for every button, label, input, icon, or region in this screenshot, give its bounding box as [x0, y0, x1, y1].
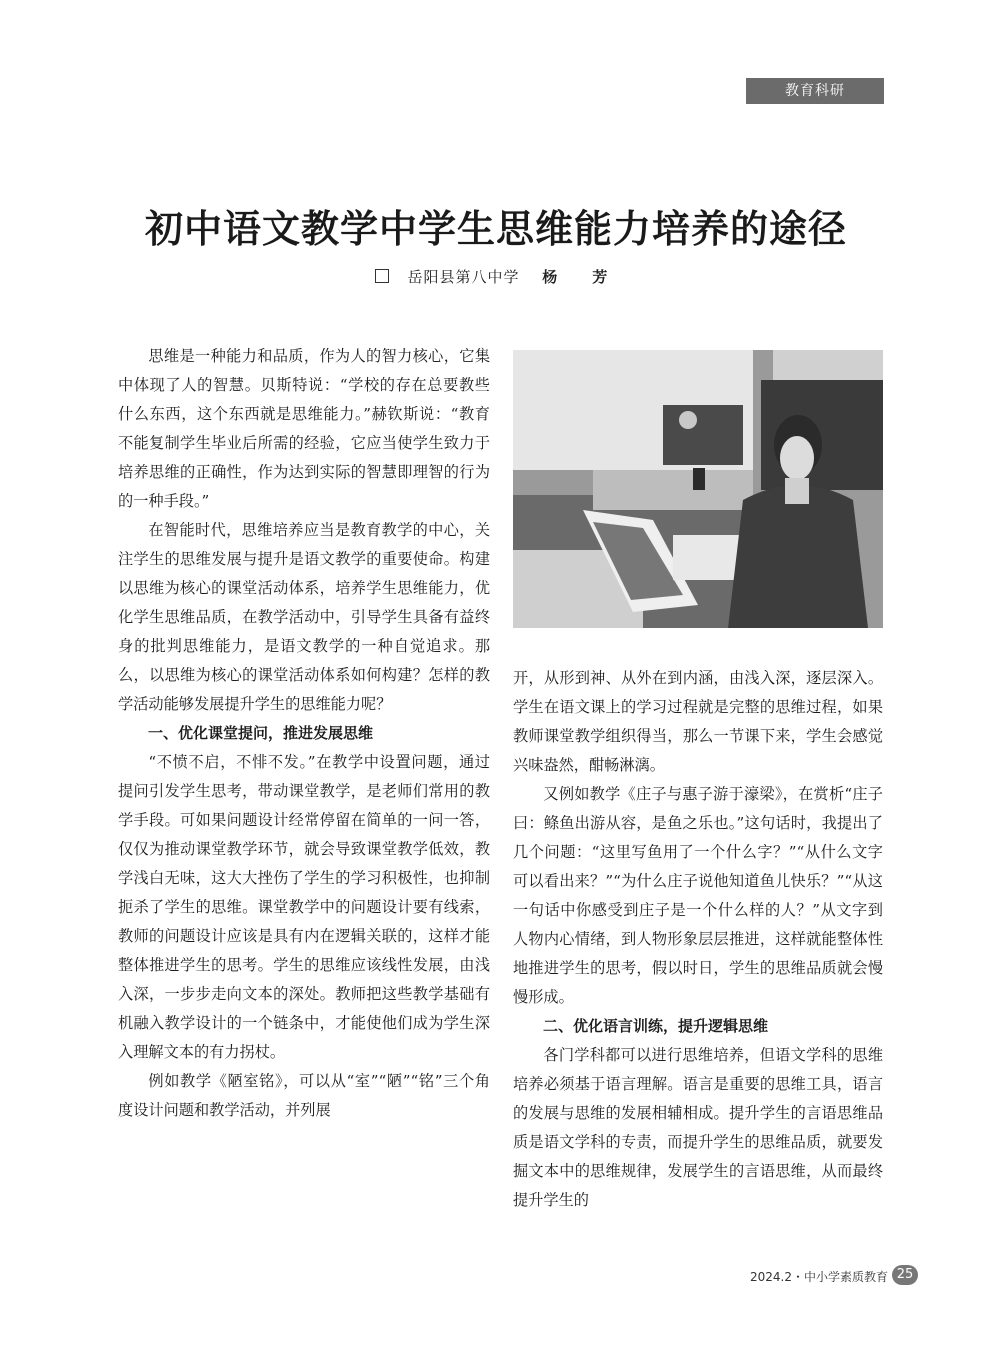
paragraph: 在智能时代，思维培养应当是教育教学的中心，关注学生的思维发展与提升是语文教学的重要使命。构建以思维为核心的课堂活动体系，培养学生思维能力，优化学生思维品质，在教学活动中，引导学生具备有益终身的批判思维能力，是语文教学的一种自觉追求。那么，以思维为核心的课堂活动体系如何构建？怎样的教学活动能够发展提升学生的思维能力呢？ [118, 521, 490, 713]
section-heading: 一、优化课堂提问，推进发展思维 [148, 724, 374, 742]
page-footer [700, 1266, 920, 1286]
article-title: 初中语文教学中学生思维能力培养的途径 [144, 207, 847, 251]
paragraph: 各门学科都可以进行思维培养，但语文学科的思维培养必须基于语言理解。语言是重要的思维工具，语言的发展与思维的发展相辅相成。提升学生的言语思维品质是语文学科的专责，而提升学生的思维品质，就要发掘文本中的思维规律，发展学生的言语思维，从而最终提升学生的 [513, 1046, 883, 1209]
paragraph: 开，从形到神、从外在到内涵，由浅入深，逐层深入。学生在语文课上的学习过程就是完整的思维过程，如果教师课堂教学组织得当，那么一节课下来，学生会感觉兴味盎然，酣畅淋漓。 [513, 669, 883, 774]
right-column [513, 664, 883, 1215]
paragraph: 例如教学《陋室铭》，可以从“室”“陋”“铭”三个角度设计问题和教学活动，并列展 [118, 1072, 490, 1119]
section-heading: 二、优化语言训练，提升逻辑思维 [543, 1017, 769, 1035]
journal-info: 2024.2・中小学素质教育 [750, 1270, 888, 1284]
paragraph: 又例如教学《庄子与惠子游于濠梁》，在赏析“庄子曰：鲦鱼出游从容，是鱼之乐也。”这句话时，我提出了几个问题：“这里写鱼用了一个什么字？”“从什么文字可以看出来？”“为什么庄子说他知道鱼儿快乐？”“从这一句话中你感受到庄子是一个什么样的人？”从文字到人物内心情绪，到人物形象层层推进，这样就能整体性地推进学生的思考，假以时日，学生的思维品质就会慢慢形成。 [513, 785, 883, 1006]
author-school: 岳阳县第八中学 [407, 268, 520, 286]
paragraph: “不愤不启，不悱不发。”在教学中设置问题，通过提问引发学生思考，带动课堂教学，是老师们常用的教学手段。可如果问题设计经常停留在简单的一问一答，仅仅为推动课堂教学环节，就会导致课堂教学低效，教学浅白无味，这大大挫伤了学生的学习积极性，也抑制扼杀了学生的思维。课堂教学中的问题设计要有线索，教师的问题设计应该是具有内在逻辑关联的，这样才能整体推进学生的思考。学生的思维应该线性发展，由浅入深，一步步走向文本的深处。教师把这些教学基础有机融入教学设计的一个链条中，才能使他们成为学生深入理解文本的有力拐杖。 [118, 753, 490, 1061]
left-column [118, 342, 490, 1125]
page-number: 25 [892, 1265, 918, 1285]
byline [0, 266, 992, 287]
section-tag: 教育科研 [746, 78, 884, 104]
paragraph: 思维是一种能力和品质，作为人的智力核心，它集中体现了人的智慧。贝斯特说：“学校的存在总要教些什么东西，这个东西就是思维能力。”赫钦斯说：“教育不能复制学生毕业后所需的经验，它应当使学生致力于培养思维的正确性，作为达到实际的智慧即理智的行为的一种手段。” [118, 347, 490, 510]
author-photo [513, 350, 883, 628]
photo-illustration [513, 350, 883, 628]
square-icon [375, 269, 389, 283]
author-name: 杨 芳 [542, 268, 618, 286]
